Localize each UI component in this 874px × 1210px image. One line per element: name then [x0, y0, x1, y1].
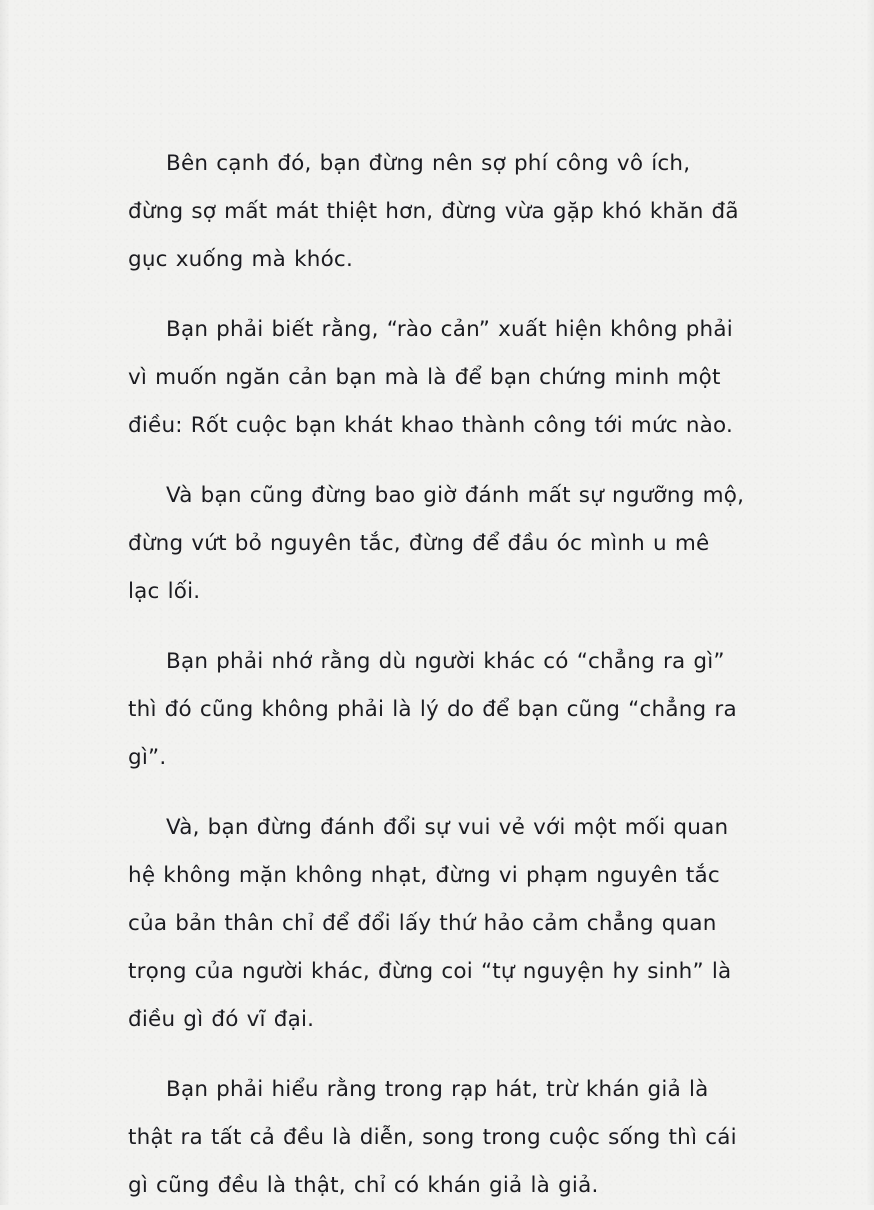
- paragraph: Và, bạn đừng đánh đổi sự vui vẻ với một mối quan hệ không mặn không nhạt, đừng vi phạm nguyên tắc của bản thân chỉ để đổi lấy thứ hảo cảm chẳng quan trọng của người khác, đừng coi “tự nguyện hy sinh” là điều gì đó vĩ đại.: [128, 815, 732, 1032]
- paragraph: Bạn phải hiểu rằng trong rạp hát, trừ khán giả là thật ra tất cả đều là diễn, song trong cuộc sống thì cái gì cũng đều là thật, chỉ có khán giả là giả.: [128, 1077, 737, 1198]
- page-right-shadow: [866, 0, 874, 1205]
- page-left-shadow: [0, 0, 10, 1205]
- paragraph: Và bạn cũng đừng bao giờ đánh mất sự ngưỡng mộ, đừng vứt bỏ nguyên tắc, đừng để đầu óc mình u mê lạc lối.: [128, 483, 745, 604]
- paragraph: Bạn phải biết rằng, “rào cản” xuất hiện không phải vì muốn ngăn cản bạn mà là để bạn chứng minh một điều: Rốt cuộc bạn khát khao thành công tới mức nào.: [128, 317, 734, 438]
- paragraph: Bạn phải nhớ rằng dù người khác có “chẳng ra gì” thì đó cũng không phải là lý do để bạn cũng “chẳng ra gì”.: [128, 649, 737, 770]
- document-text-body: [128, 140, 748, 1210]
- paragraph: Bên cạnh đó, bạn đừng nên sợ phí công vô ích, đừng sợ mất mát thiệt hơn, đừng vừa gặp khó khăn đã gục xuống mà khóc.: [128, 151, 739, 272]
